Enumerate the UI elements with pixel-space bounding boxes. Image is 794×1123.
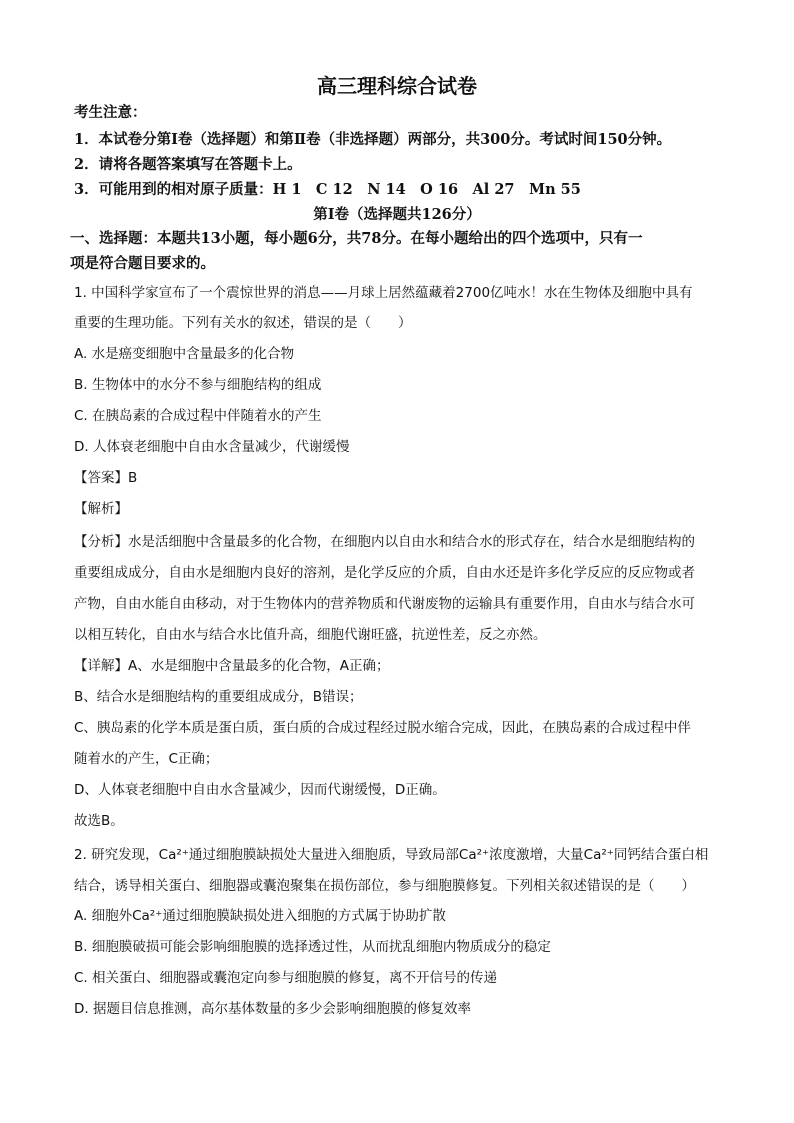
answer-label: 【答案】B [74, 470, 138, 486]
page-title: 高三理科综合试卷 [317, 74, 477, 98]
analysis-text: 重要组成成分，自由水是细胞内良好的溶剂，是化学反应的介质，自由水还是许多化学反应的反应物或者 [74, 565, 695, 581]
analysis-label: 【解析】 [74, 501, 128, 517]
section-title: 第Ⅰ卷（选择题共126分） [313, 206, 481, 223]
question-stem: 1. 中国科学家宣布了一个震惊世界的消息——月球上居然蕴藏着2700亿吨水！水在生物体及细胞中具有 [74, 285, 693, 301]
option-c: C. 相关蛋白、细胞器或囊泡定向参与细胞膜的修复，离不开信号的传递 [74, 970, 498, 986]
option-a: A. 水是癌变细胞中含量最多的化合物 [74, 346, 295, 362]
question-stem: 重要的生理功能。下列有关水的叙述，错误的是（ ） [74, 315, 412, 331]
detail-text: C、胰岛素的化学本质是蛋白质，蛋白质的合成过程经过脱水缩合完成，因此，在胰岛素的合成过程中伴 [74, 720, 691, 736]
question-stem: 2. 研究发现，Ca²⁺通过细胞膜缺损处大量进入细胞质，导致局部Ca²⁺浓度激增，大量Ca²⁺同钙结合蛋白相 [74, 847, 709, 863]
option-c: C. 在胰岛素的合成过程中伴随着水的产生 [74, 408, 322, 424]
option-b: B. 生物体中的水分不参与细胞结构的组成 [74, 377, 322, 393]
detail-text: B、结合水是细胞结构的重要组成成分，B错误； [74, 689, 363, 705]
question-stem: 结合，诱导相关蛋白、细胞器或囊泡聚集在损伤部位，参与细胞膜修复。下列相关叙述错误的是（ ） [74, 878, 695, 894]
section-instruction: 一、选择题：本题共13小题，每小题6分，共78分。在每小题给出的四个选项中，只有一 [70, 230, 643, 247]
detail-text: 【详解】A、水是细胞中含量最多的化合物，A正确； [74, 658, 390, 674]
analysis-text: 产物，自由水能自由移动，对于生物体内的营养物质和代谢废物的运输具有重要作用，自由水与结合水可 [74, 596, 695, 612]
detail-text: 随着水的产生，C正确； [74, 751, 219, 767]
option-d: D. 据题目信息推测，高尔基体数量的多少会影响细胞膜的修复效率 [74, 1001, 471, 1017]
detail-text: D、人体衰老细胞中自由水含量减少，因而代谢缓慢，D正确。 [74, 782, 446, 798]
section-instruction: 项是符合题目要求的。 [70, 255, 215, 272]
detail-text: 故选B。 [74, 813, 124, 829]
notice-item: 1．本试卷分第Ⅰ卷（选择题）和第Ⅱ卷（非选择题）两部分，共300分。考试时间150分钟。 [74, 131, 672, 148]
notice-item: 3．可能用到的相对原子质量：H 1 C 12 N 14 O 16 Al 27 Mn 55 [74, 181, 581, 198]
notice-item: 2．请将各题答案填写在答题卡上。 [74, 156, 302, 173]
notice-heading: 考生注意： [74, 104, 147, 121]
analysis-text: 【分析】水是活细胞中含量最多的化合物，在细胞内以自由水和结合水的形式存在，结合水是细胞结构的 [74, 534, 695, 550]
option-d: D. 人体衰老细胞中自由水含量减少，代谢缓慢 [74, 439, 350, 455]
option-a: A. 细胞外Ca²⁺通过细胞膜缺损处进入细胞的方式属于协助扩散 [74, 908, 446, 924]
option-b: B. 细胞膜破损可能会影响细胞膜的选择透过性，从而扰乱细胞内物质成分的稳定 [74, 939, 551, 955]
analysis-text: 以相互转化，自由水与结合水比值升高，细胞代谢旺盛，抗逆性差，反之亦然。 [74, 627, 547, 643]
